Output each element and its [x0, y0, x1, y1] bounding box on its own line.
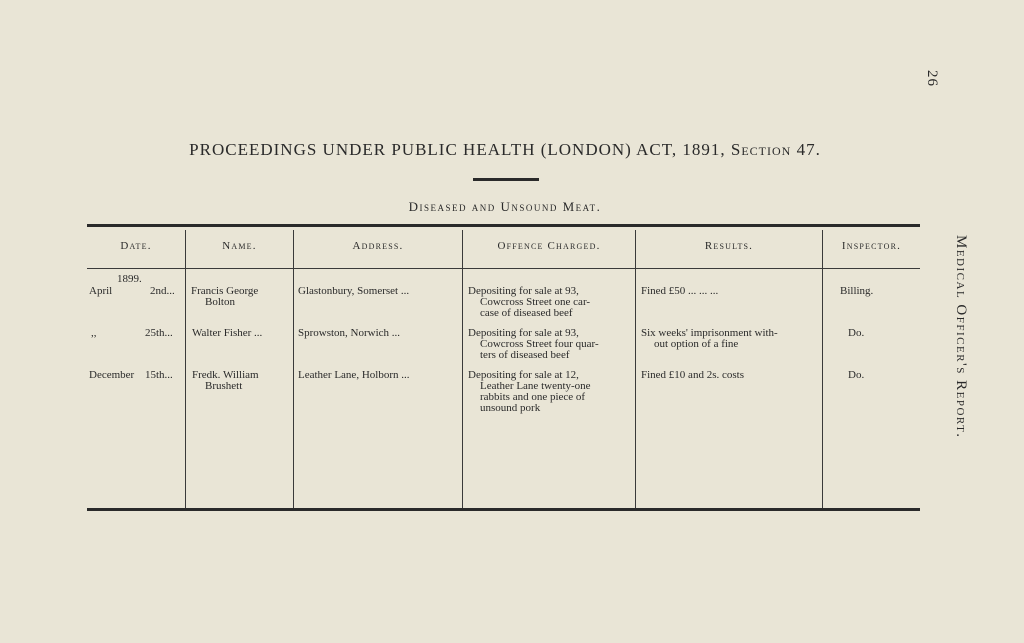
- row2-offence-line2: Cowcross Street four quar-: [480, 338, 599, 350]
- column-divider: [185, 230, 186, 508]
- row2-address: Sprowston, Norwich ...: [298, 327, 401, 339]
- column-divider: [822, 230, 823, 508]
- row3-name-line2: Brushett: [205, 380, 243, 392]
- row3-offence-line1: Depositing for sale at 12,: [468, 369, 579, 381]
- row2-results-line2: out option of a fine: [654, 338, 739, 350]
- row2-name-line1: Walter Fisher ...: [192, 327, 263, 339]
- row3-inspector: Do.: [848, 369, 865, 381]
- main-title: [0, 140, 1010, 160]
- year-label: 1899.: [117, 273, 142, 285]
- row3-address: Leather Lane, Holborn ...: [298, 369, 410, 381]
- row1-address: Glastonbury, Somerset ...: [298, 285, 410, 297]
- row3-results: Fined £10 and 2s. costs: [641, 369, 744, 381]
- row2-month: ,,: [91, 327, 97, 339]
- column-divider: [462, 230, 463, 508]
- row1-name-line2: Bolton: [205, 296, 235, 308]
- header-date: Date.: [120, 240, 152, 252]
- row3-offence-line2: Leather Lane twenty-one: [480, 380, 591, 392]
- row2-inspector: Do.: [848, 327, 865, 339]
- row1-offence-line3: case of diseased beef: [480, 307, 573, 319]
- row2-offence-line3: ters of diseased beef: [480, 349, 570, 361]
- header-results: Results.: [704, 240, 754, 252]
- table-header-rule: [87, 268, 920, 269]
- row3-day: 15th...: [145, 369, 173, 381]
- row1-name-line1: Francis George: [191, 285, 259, 297]
- row2-results-line1: Six weeks' imprisonment with-: [641, 327, 778, 339]
- header-inspector: Inspector.: [841, 240, 902, 252]
- row1-offence-line2: Cowcross Street one car-: [480, 296, 591, 308]
- row2-offence-line1: Depositing for sale at 93,: [468, 327, 579, 339]
- column-divider: [635, 230, 636, 508]
- row1-offence-line1: Depositing for sale at 93,: [468, 285, 579, 297]
- main-title-section: Section 47.: [730, 140, 821, 159]
- header-name: Name.: [222, 240, 257, 252]
- row2-day: 25th...: [145, 327, 173, 339]
- header-address: Address.: [352, 240, 404, 252]
- row1-day: 2nd...: [150, 285, 175, 297]
- table-bottom-rule: [87, 508, 920, 511]
- header-offence: Offence Charged.: [497, 240, 601, 252]
- row3-offence-line4: unsound pork: [480, 402, 541, 414]
- table-top-rule: [87, 224, 920, 227]
- column-divider: [293, 230, 294, 508]
- row3-name-line1: Fredk. William: [192, 369, 259, 381]
- main-title-text: PROCEEDINGS UNDER PUBLIC HEALTH (LONDON) ACT, 1891,: [189, 140, 726, 159]
- proceedings-table: [87, 224, 920, 514]
- subtitle: Diseased and Unsound Meat.: [408, 199, 602, 214]
- page-number: 26: [924, 70, 940, 87]
- side-title: Medical Officer's Report.: [953, 235, 969, 439]
- row3-offence-line3: rabbits and one piece of: [480, 391, 586, 403]
- row1-results: Fined £50 ... ... ...: [641, 285, 719, 297]
- title-rule: [473, 178, 539, 181]
- row3-month: December: [89, 369, 135, 381]
- row1-month: April: [89, 285, 113, 297]
- row1-inspector: Billing.: [840, 285, 874, 297]
